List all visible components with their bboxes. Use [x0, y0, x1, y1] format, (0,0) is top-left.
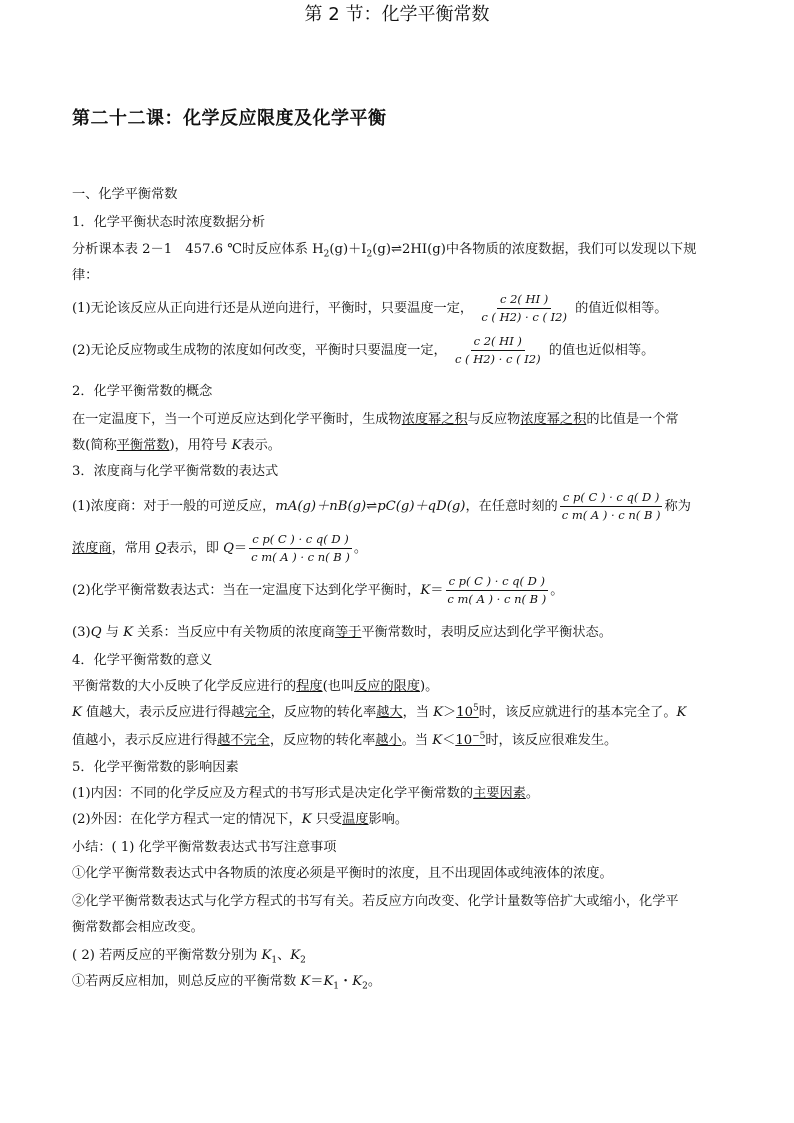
underlined-term: 等于: [334, 625, 362, 640]
symbol-k: K: [123, 625, 133, 640]
paragraph-12: [72, 729, 722, 748]
summary-point-1: ①化学平衡常数表达式中各物质的浓度必须是平衡时的浓度，且不出现固体或纯液体的浓度。: [72, 866, 613, 881]
text: ・: [339, 974, 353, 989]
text: ＞: [443, 705, 457, 720]
numerator: c 2( HI ): [471, 334, 525, 351]
paragraph-6: [72, 490, 722, 523]
paragraph-4: [72, 408, 722, 427]
numerator: c p( C ) · c q( D ): [249, 532, 351, 549]
heading-1: 一、化学平衡常数: [72, 187, 178, 202]
equals-sign: ＝: [310, 974, 324, 989]
symbol-k: K: [676, 705, 687, 720]
symbol-k: K: [261, 948, 272, 963]
text: ＜: [442, 733, 456, 748]
underlined-term: 浓度幂之积: [520, 412, 587, 427]
text: 。: [550, 583, 564, 598]
text: 。: [367, 974, 381, 989]
underlined-term: 温度: [342, 812, 369, 827]
summary-heading: 小结：( 1) 化学平衡常数表达式书写注意事项: [72, 840, 337, 855]
text: 时，该反应很难发生。: [485, 733, 618, 748]
summary-point-3: [72, 970, 722, 992]
text: ，反应物的转化率: [270, 705, 377, 720]
text: (g)＋I: [329, 242, 367, 257]
paragraph-7: [72, 532, 722, 565]
subscript: 2: [300, 955, 306, 966]
text: 数(简称: [72, 438, 117, 453]
equilibrium-arrow: ⇌: [390, 242, 403, 257]
paragraph-14: [72, 808, 722, 827]
subscript: 2: [323, 249, 330, 260]
text: 时，该反应就进行的基本完全了。: [478, 705, 677, 720]
symbol-k: K: [352, 974, 363, 989]
text: 。: [525, 786, 540, 801]
denominator: c m( A ) · c n( B ): [447, 592, 547, 606]
paragraph-8: [72, 574, 722, 607]
text: 的比值是一个常: [586, 412, 679, 427]
paragraph-11: [72, 701, 722, 720]
fraction-hi: [452, 334, 544, 367]
text: 表示，即: [166, 541, 224, 556]
numerator: c p( C ) · c q( D ): [446, 574, 548, 591]
denominator: c m( A ) · c n( B ): [251, 550, 350, 564]
subscript: 2: [366, 249, 373, 260]
symbol-k: K: [420, 583, 431, 598]
paragraph-2: [72, 292, 722, 325]
symbol-q: Q: [155, 541, 167, 556]
subheading-2: 2．化学平衡常数的概念: [72, 384, 213, 399]
numerator: c 2( HI ): [497, 292, 551, 309]
text: 表示。: [241, 438, 281, 453]
text: 2HI(g)中各物质的浓度数据，我们可以发现以下规: [402, 242, 697, 257]
subscript: 1: [333, 981, 340, 992]
text: (1)内因：不同的化学反应及方程式的书写形式是决定化学平衡常数的: [72, 786, 474, 801]
symbol-q: Q: [223, 541, 234, 556]
text: 与反应物: [467, 412, 521, 427]
lesson-title: 第二十二课：化学反应限度及化学平衡: [72, 108, 387, 129]
denominator: c m( A ) · c n( B ): [561, 508, 661, 522]
fraction-q: [248, 532, 353, 565]
summary-point-2-cont: 衡常数都会相应改变。: [72, 920, 204, 935]
text: 关系：当反应中有关物质的浓度商: [132, 625, 335, 640]
text: (1)无论该反应从正向进行还是从逆向进行，平衡时，只要温度一定，: [72, 301, 474, 316]
symbol-k: K: [433, 705, 443, 720]
underlined-term: 反应的限度: [354, 679, 421, 694]
underlined-term: 越小: [375, 733, 402, 748]
text: 分析课本表 2－1 457.6 ℃时反应体系 H: [72, 242, 324, 257]
text: ，在任意时刻的: [465, 499, 558, 514]
text: ①若两反应相加，则总反应的平衡常数: [72, 974, 301, 989]
symbol-k: K: [432, 733, 443, 748]
exponent: −5: [472, 731, 486, 742]
text: 平衡常数的大小反映了化学反应进行的: [72, 679, 297, 694]
symbol-k: K: [323, 974, 334, 989]
underlined-term: 浓度幂之积: [401, 412, 468, 427]
underlined-term: 程度: [296, 679, 323, 694]
text: 平衡常数时，表明反应达到化学平衡状态。: [361, 625, 612, 640]
text: )。: [420, 679, 439, 694]
fraction-k: [444, 574, 549, 607]
subscript: 1: [271, 955, 278, 966]
denominator: c ( H2) · c ( I2): [481, 310, 567, 324]
subheading-5: 5．化学平衡常数的影响因素: [72, 760, 239, 775]
text: (2)无论反应物或生成物的浓度如何改变，平衡时只要温度一定，: [72, 343, 447, 358]
underlined-term: [455, 733, 485, 748]
text: 在一定温度下，当一个可逆反应达到化学平衡时，生成物: [72, 412, 402, 427]
underlined-term: 平衡常数: [116, 438, 170, 453]
text: ，反应物的转化率: [269, 733, 376, 748]
text: (2)外因：在化学方程式一定的情况下，: [72, 812, 302, 827]
text: ，常用: [111, 541, 156, 556]
paragraph-5: [72, 434, 722, 453]
underlined-term: 浓度商: [72, 541, 112, 556]
symbol-k: K: [231, 438, 242, 453]
text: 值越小，表示反应进行得: [72, 733, 218, 748]
fraction-q: [559, 490, 664, 523]
subscript: 2: [362, 981, 368, 992]
power-base: 10: [455, 733, 473, 748]
text: (2)化学平衡常数表达式：当在一定温度下达到化学平衡时，: [72, 583, 421, 598]
text: (也叫: [322, 679, 355, 694]
underlined-term: 越不完全: [217, 733, 270, 748]
reaction-equation: mA(g)＋nB(g)⇌pC(g)＋qD(g): [275, 499, 466, 514]
subheading-3: 3．浓度商与化学平衡常数的表达式: [72, 464, 279, 479]
text: 值越大，表示反应进行得越: [81, 705, 245, 720]
text: 的值也近似相等。: [548, 343, 655, 358]
paragraph-10: [72, 675, 722, 694]
symbol-k: K: [301, 812, 312, 827]
paragraph-3: [72, 334, 722, 367]
text: (3): [72, 625, 91, 640]
subheading-1: 1．化学平衡状态时浓度数据分析: [72, 215, 266, 230]
symbol-q: Q: [90, 625, 102, 640]
paragraph-9: [72, 621, 722, 640]
paragraph-13: [72, 782, 722, 801]
text: 。: [353, 541, 368, 556]
symbol-k: K: [290, 948, 301, 963]
equals-sign: ＝: [430, 583, 444, 598]
symbol-k: K: [300, 974, 311, 989]
summary-point-2: ②化学平衡常数表达式与化学方程式的书写有关。若反应方向改变、化学计量数等倍扩大或缩小，化学平: [72, 894, 679, 909]
fraction-hi: [478, 292, 570, 325]
section-title: 第 2 节：化学平衡常数: [304, 4, 490, 25]
power-base: 10: [456, 705, 473, 720]
equals-sign: ＝: [233, 541, 248, 556]
text: ，当: [402, 705, 434, 720]
text: 、: [277, 948, 291, 963]
text: 。当: [401, 733, 433, 748]
symbol-k: K: [72, 705, 82, 720]
text: 影响。: [368, 812, 409, 827]
paragraph-1-cont: 律：: [72, 268, 99, 283]
text: 称为: [664, 499, 691, 514]
text: ( 2) 若两反应的平衡常数分别为: [72, 948, 262, 963]
text: 的值近似相等。: [575, 301, 668, 316]
denominator: c ( H2) · c ( I2): [454, 352, 541, 366]
underlined-term: 越大: [376, 705, 403, 720]
exponent: 5: [472, 703, 479, 714]
text: 与: [101, 625, 124, 640]
text: (1)浓度商：对于一般的可逆反应，: [72, 499, 276, 514]
underlined-term: [456, 705, 479, 720]
underlined-term: 完全: [244, 705, 271, 720]
underlined-term: 主要因素: [473, 786, 526, 801]
text: 只受: [311, 812, 343, 827]
paragraph-1: [72, 238, 722, 260]
text: )，用符号: [169, 438, 232, 453]
subheading-4: 4．化学平衡常数的意义: [72, 653, 213, 668]
text: (g): [372, 242, 391, 257]
numerator: c p( C ) · c q( D ): [560, 490, 662, 507]
summary-subheading-2: [72, 944, 722, 966]
